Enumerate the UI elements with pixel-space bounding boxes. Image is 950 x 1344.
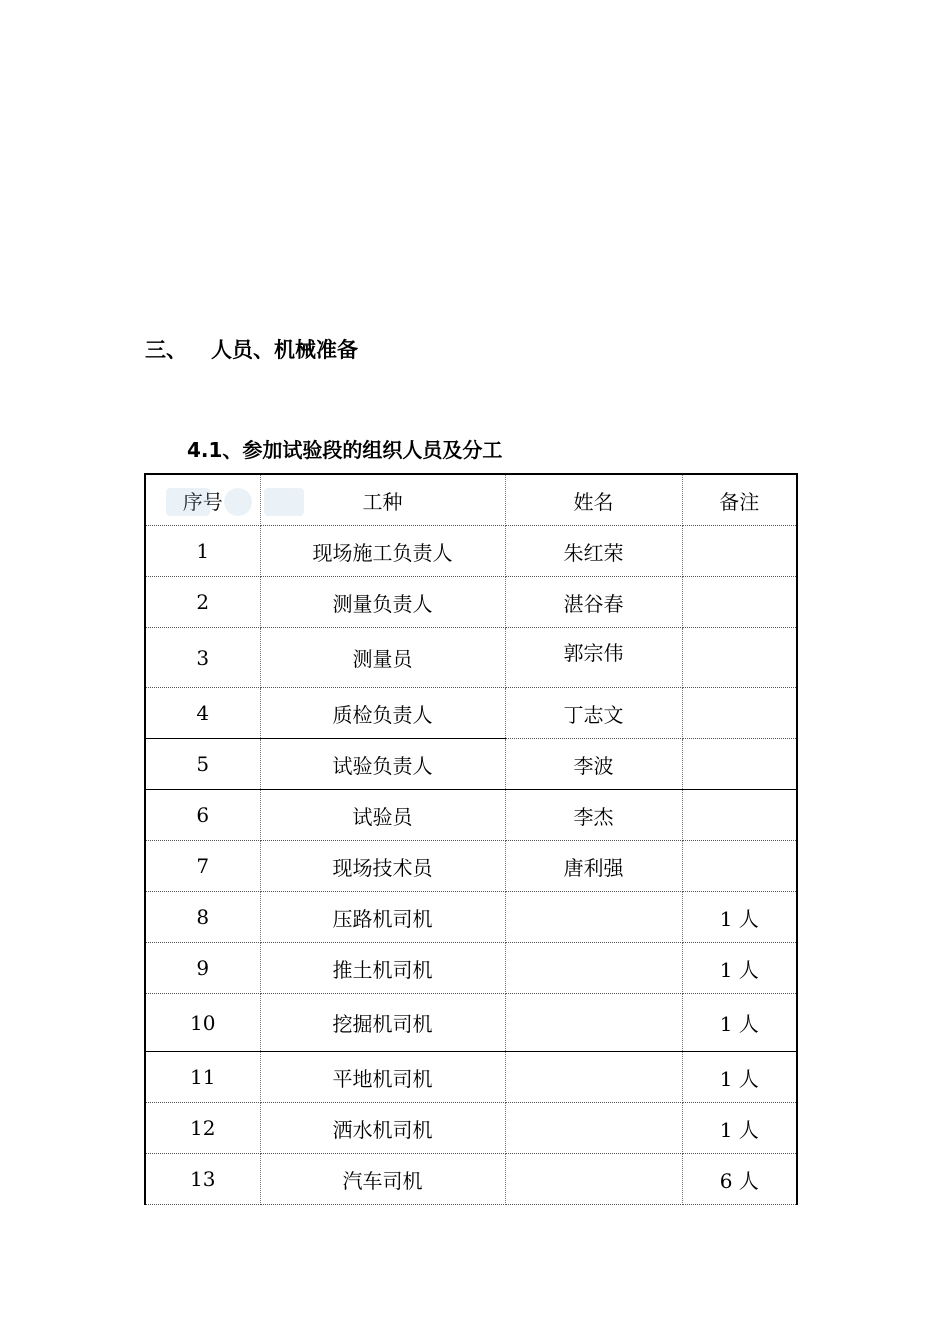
table-header-row [145, 474, 797, 526]
cell-no: 4 [145, 688, 260, 739]
cell-note [682, 739, 797, 790]
cell-name [505, 1154, 682, 1205]
table-row [145, 577, 797, 628]
cell-no: 7 [145, 841, 260, 892]
table-row [145, 994, 797, 1052]
cell-type: 推土机司机 [260, 943, 505, 994]
cell-name: 李波 [505, 739, 682, 790]
cell-no: 8 [145, 892, 260, 943]
header-cell-type: 工种 [260, 474, 505, 526]
cell-name: 湛谷春 [505, 577, 682, 628]
header-cell-note: 备注 [682, 474, 797, 526]
table-row [145, 892, 797, 943]
cell-type: 平地机司机 [260, 1052, 505, 1103]
cell-no: 13 [145, 1154, 260, 1205]
cell-name: 唐利强 [505, 841, 682, 892]
cell-type: 试验负责人 [260, 739, 505, 790]
section-number: 三、 [145, 338, 187, 362]
cell-type: 现场施工负责人 [260, 526, 505, 577]
cell-name: 李杰 [505, 790, 682, 841]
cell-type: 测量员 [260, 628, 505, 688]
cell-type: 现场技术员 [260, 841, 505, 892]
subsection-title: 4.1、参加试验段的组织人员及分工 [187, 438, 503, 462]
cell-no: 9 [145, 943, 260, 994]
table-row [145, 1103, 797, 1154]
cell-note [682, 526, 797, 577]
table-row [145, 841, 797, 892]
cell-name [505, 1103, 682, 1154]
cell-type: 质检负责人 [260, 688, 505, 739]
table-row [145, 688, 797, 739]
cell-note [682, 688, 797, 739]
table-row [145, 739, 797, 790]
header-cell-name: 姓名 [505, 474, 682, 526]
cell-name: 郭宗伟 [505, 628, 682, 688]
cell-name [505, 1052, 682, 1103]
cell-note [682, 841, 797, 892]
cell-no: 5 [145, 739, 260, 790]
cell-note [682, 577, 797, 628]
cell-no: 10 [145, 994, 260, 1052]
section-title: 人员、机械准备 [211, 338, 358, 362]
cell-no: 3 [145, 628, 260, 688]
table-row [145, 943, 797, 994]
cell-note: 1 人 [682, 892, 797, 943]
cell-type: 挖掘机司机 [260, 994, 505, 1052]
cell-no: 2 [145, 577, 260, 628]
cell-type: 试验员 [260, 790, 505, 841]
cell-note: 6 人 [682, 1154, 797, 1205]
cell-note [682, 628, 797, 688]
cell-note: 1 人 [682, 1052, 797, 1103]
table-row [145, 628, 797, 688]
cell-name: 朱红荣 [505, 526, 682, 577]
cell-name: 丁志文 [505, 688, 682, 739]
cell-name [505, 892, 682, 943]
cell-note [682, 790, 797, 841]
cell-type: 洒水机司机 [260, 1103, 505, 1154]
cell-type: 压路机司机 [260, 892, 505, 943]
cell-note: 1 人 [682, 943, 797, 994]
table-row [145, 1154, 797, 1205]
cell-no: 6 [145, 790, 260, 841]
cell-note: 1 人 [682, 1103, 797, 1154]
header-cell-no: 序号 [145, 474, 260, 526]
cell-no: 11 [145, 1052, 260, 1103]
table-row [145, 526, 797, 577]
cell-type: 汽车司机 [260, 1154, 505, 1205]
cell-no: 12 [145, 1103, 260, 1154]
section-heading [145, 336, 358, 364]
cell-name [505, 994, 682, 1052]
cell-no: 1 [145, 526, 260, 577]
staff-table [144, 473, 798, 1205]
table-row [145, 790, 797, 841]
cell-note: 1 人 [682, 994, 797, 1052]
cell-type: 测量负责人 [260, 577, 505, 628]
cell-name [505, 943, 682, 994]
table-row [145, 1052, 797, 1103]
